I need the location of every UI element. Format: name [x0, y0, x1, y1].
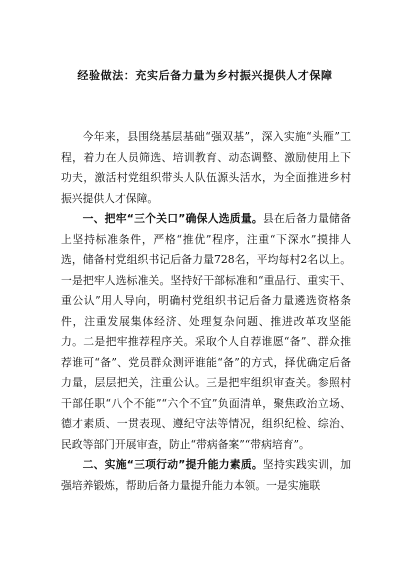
document-body	[61, 127, 351, 496]
section-one-paragraph	[61, 209, 351, 455]
paragraph-text: 今年来，县围绕基层基础“强双基”，深入实施“头雁”工程，着力在人员筛选、培训教育、动态调整、激励使用上下功夫，激活村党组织带头人队伍源头活水，为全面推进乡村振兴提供人才保障。	[61, 130, 351, 205]
document-title: 经验做法：充实后备力量为乡村振兴提供人才保障	[77, 69, 333, 82]
paragraph-text: 坚持实践实训，加强培养锻炼，帮助后备力量提升能力本领。一是实施联	[61, 458, 351, 492]
intro-paragraph	[61, 127, 351, 209]
section-one-heading: 一、把牢“三个关口”确保人选质量。	[82, 212, 263, 225]
paragraph-text: 县在后备力量储备上坚持标准条件，严格“推优”程序，注重“下深水”摸排人选，储备村党组织书记后备力量728名，平均每村2名以上。一是把牢人选标准关。坚持好干部标准和“重品行、重实干、重公认”用人导向，明确村党组织书记后备力量遴选资格条件，注重发展集体经济、处理复杂问题、推进改革攻坚能力。二是把牢推荐程序关。采取个人自荐谁愿“备”、群众推荐谁可“备”、党员群众测评谁能“备”的方式，择优确定后备力量，层层把关，注重公认。三是把牢组织审查关。参照村干部任职“八个不能”“六个不宜”负面清单，聚焦政治立场、德才素质、一贯表现、遵纪守法等情况，组织纪检、综治、民政等部门开展审查，防止“带病备案”“带病培育”。	[61, 212, 351, 451]
section-two-heading: 二、实施“三项行动”提升能力素质。	[82, 458, 263, 471]
section-two-paragraph	[61, 455, 351, 496]
